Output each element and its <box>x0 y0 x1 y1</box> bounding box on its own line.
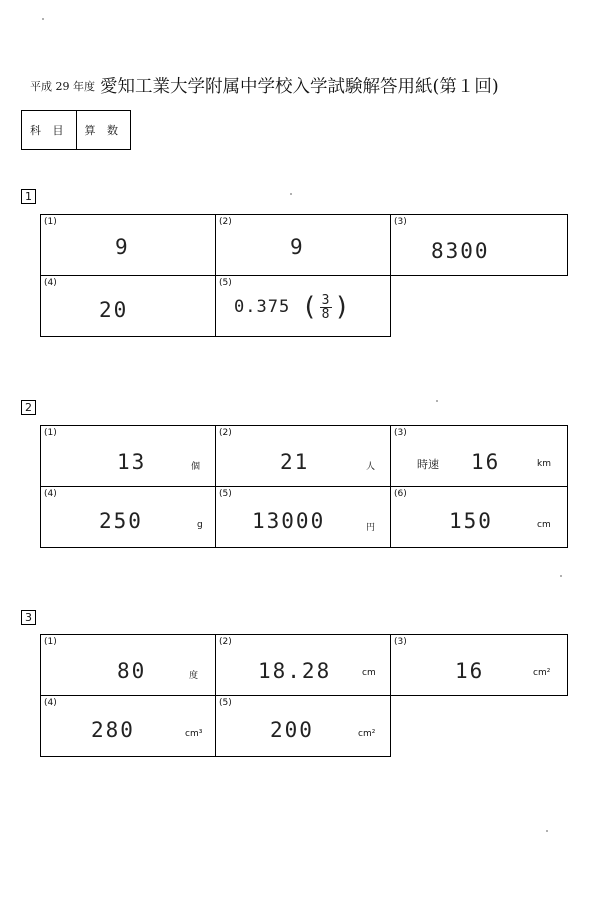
fraction-denominator: 8 <box>321 306 331 322</box>
q2-answer-1[interactable] <box>40 425 216 487</box>
q3-answer-4[interactable] <box>40 695 216 757</box>
q2-answer-6[interactable] <box>390 486 568 548</box>
answer-unit: g <box>197 520 203 530</box>
answer-unit: cm <box>362 668 376 678</box>
question-1-number: 1 <box>21 189 36 204</box>
answer-unit: cm³ <box>185 729 203 739</box>
scan-speck <box>546 830 548 832</box>
answer-value: 13000 <box>252 509 326 533</box>
q1-answer-3[interactable] <box>390 214 568 276</box>
decimal-value: 0.375 <box>234 297 291 317</box>
scan-speck <box>436 400 438 402</box>
answer-value: 9 <box>290 235 305 259</box>
answer-index: (2) <box>219 217 232 227</box>
q3-answer-5[interactable] <box>215 695 391 757</box>
answer-value: 13 <box>117 450 147 474</box>
answer-index: (6) <box>394 489 407 499</box>
answer-unit: 人 <box>366 462 376 472</box>
answer-index: (1) <box>44 217 57 227</box>
fraction <box>320 294 332 321</box>
exam-year: 平成 29 年度 <box>30 80 95 93</box>
answer-index: (2) <box>219 637 232 647</box>
answer-index: (4) <box>44 489 57 499</box>
scan-speck <box>290 193 292 195</box>
answer-unit: cm <box>537 520 551 530</box>
answer-unit: 度 <box>189 671 199 681</box>
q1-answer-1[interactable] <box>40 214 216 276</box>
answer-unit: cm² <box>358 729 376 739</box>
answer-value: 16 <box>471 450 501 474</box>
answer-unit: 個 <box>191 462 201 472</box>
answer-value: 9 <box>115 235 130 259</box>
answer-value: 21 <box>280 450 310 474</box>
answer-unit: cm² <box>533 668 551 678</box>
answer-value: 80 <box>117 659 147 683</box>
answer-index: (3) <box>394 217 407 227</box>
answer-prefix: 時速 <box>417 458 439 471</box>
q2-answer-2[interactable] <box>215 425 391 487</box>
scan-speck <box>42 18 44 20</box>
scan-speck <box>560 575 562 577</box>
page-title: 愛知工業大学附属中学校入学試験解答用紙(第１回) <box>100 77 499 97</box>
answer-index: (2) <box>219 428 232 438</box>
close-paren: ) <box>334 292 351 322</box>
answer-unit: km <box>537 459 551 469</box>
fraction-numerator: 3 <box>321 292 331 308</box>
open-paren: ( <box>301 292 319 322</box>
answer-value: 8300 <box>431 239 490 263</box>
answer-value: 200 <box>270 718 314 742</box>
answer-index: (5) <box>219 698 232 708</box>
answer-value: 20 <box>99 298 129 322</box>
answer-value: 250 <box>99 509 143 533</box>
q3-answer-3[interactable] <box>390 634 568 696</box>
answer-value: 280 <box>91 718 135 742</box>
answer-value <box>234 292 351 322</box>
q1-answer-5[interactable] <box>215 275 391 337</box>
answer-index: (5) <box>219 278 232 288</box>
answer-value: 150 <box>449 509 493 533</box>
question-2-number: 2 <box>21 400 36 415</box>
answer-index: (1) <box>44 637 57 647</box>
answer-value: 16 <box>455 659 485 683</box>
q1-answer-2[interactable] <box>215 214 391 276</box>
q3-answer-1[interactable] <box>40 634 216 696</box>
subject-label: 科 目 <box>22 111 77 149</box>
answer-index: (4) <box>44 698 57 708</box>
answer-index: (4) <box>44 278 57 288</box>
answer-index: (1) <box>44 428 57 438</box>
subject-value: 算 数 <box>84 124 122 137</box>
q2-answer-4[interactable] <box>40 486 216 548</box>
answer-index: (5) <box>219 489 232 499</box>
q1-answer-4[interactable] <box>40 275 216 337</box>
q2-answer-5[interactable] <box>215 486 391 548</box>
q2-answer-3[interactable] <box>390 425 568 487</box>
answer-unit: 円 <box>366 523 376 533</box>
answer-value: 18.28 <box>258 659 332 683</box>
answer-index: (3) <box>394 637 407 647</box>
question-3-number: 3 <box>21 610 36 625</box>
q3-answer-2[interactable] <box>215 634 391 696</box>
subject-box <box>21 110 131 150</box>
answer-index: (3) <box>394 428 407 438</box>
